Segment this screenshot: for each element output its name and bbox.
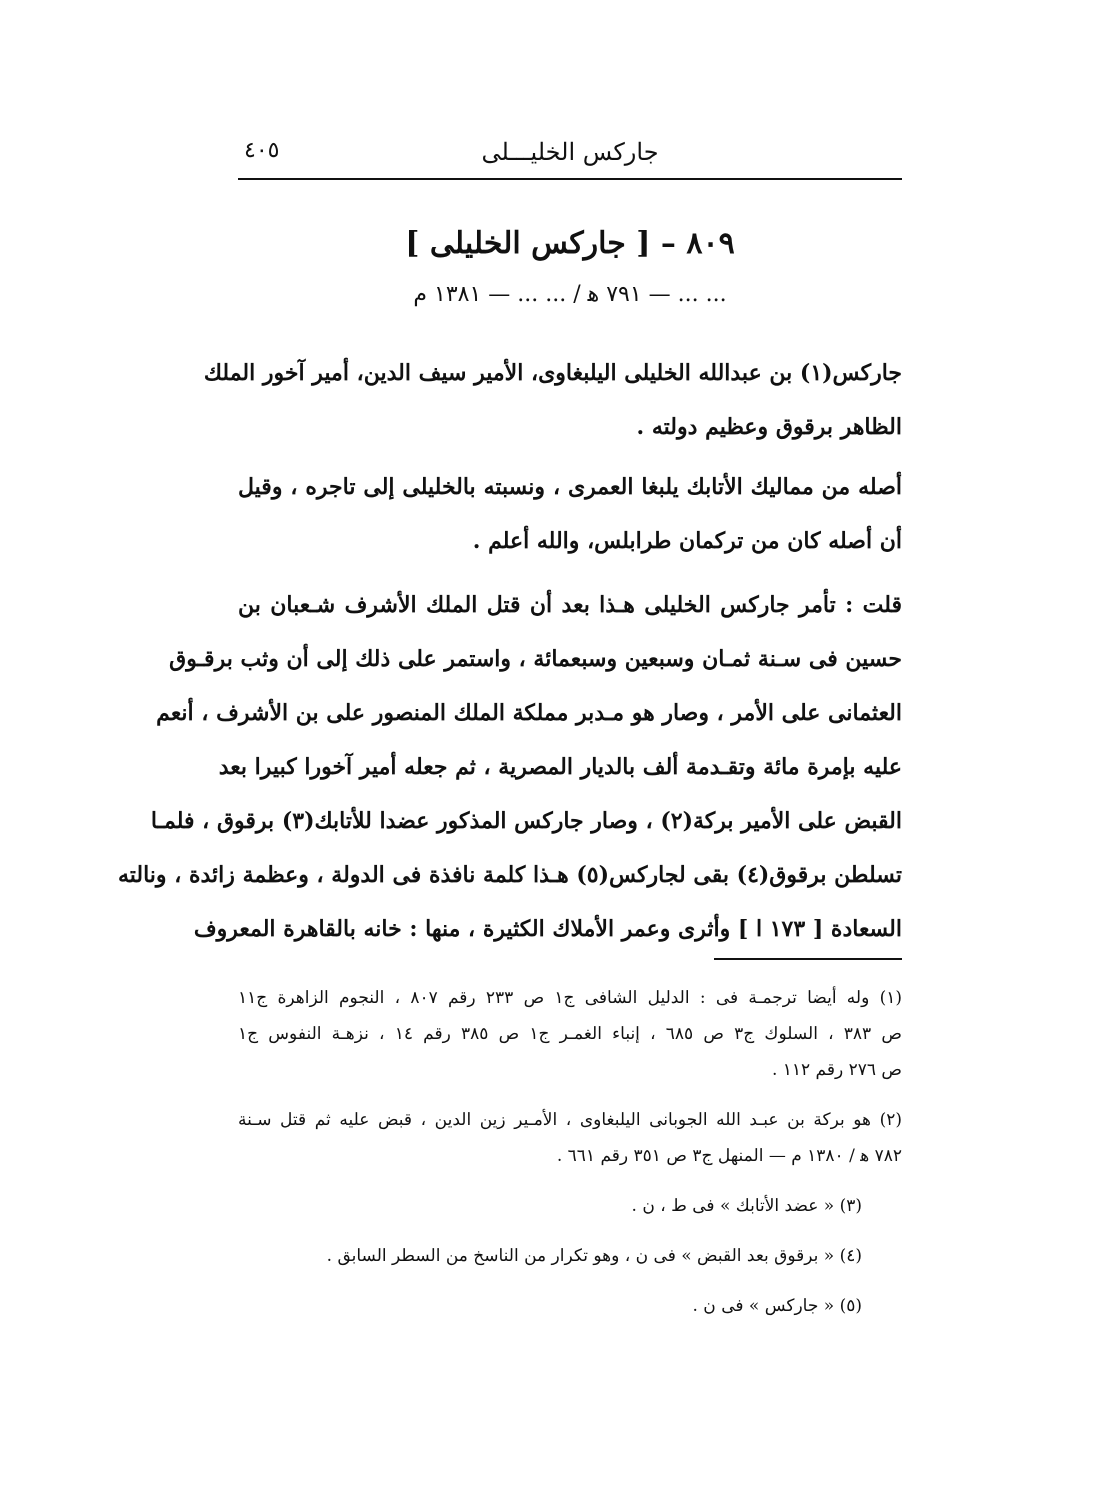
footnote-1 [238, 980, 902, 1088]
footnotes [238, 980, 902, 1324]
text-line: الظاهر برقوق وعظيم دولته . [636, 414, 902, 440]
page-header [238, 132, 902, 180]
entry-title: ٨٠٩ – [ جاركس الخليلى ] [405, 226, 735, 261]
footnote-line: (٤) « برقوق بعد القبض » فى ن ، وهو تكرار من الناسخ من السطر السابق . [326, 1246, 862, 1266]
footnote-line: ص ٢٧٦ رقم ١١٢ . [771, 1060, 902, 1080]
page-number: ٤٠٥ [244, 138, 280, 163]
text-line: قلت : تأمر جاركس الخليلى هـذا بعد أن قتل الملك الأشرف شـعبان بن [238, 592, 902, 618]
paragraph-3 [117, 578, 902, 956]
text-line: أن أصله كان من تركمان طرابلس، والله أعلم . [472, 528, 902, 554]
footnote-line: (١) وله أيضا ترجمـة فى : الدليل الشافى ج١ ص ٢٣٣ رقم ٨٠٧ ، النجوم الزاهرة ج١١ [238, 988, 902, 1008]
footnote-4 [238, 1238, 902, 1274]
footnote-line: (٥) « جاركس » فى ن . [692, 1296, 862, 1316]
text-line: عليه بإمرة مائة وتقـدمة ألف بالديار المصرية ، ثم جعله أمير آخورا كبيرا بعد [218, 754, 902, 780]
paragraph-2 [238, 460, 902, 568]
text-line: جاركس(١) بن عبدالله الخليلى اليلبغاوى، الأمير سيف الدين، أمير آخور الملك [203, 360, 902, 386]
text-line: تسلطن برقوق(٤) بقى لجاركس(٥) هـذا كلمة نافذة فى الدولة ، وعظمة زائدة ، ونالته [117, 862, 902, 888]
footnote-line: (٣) « عضد الأتابك » فى ط ، ن . [631, 1196, 862, 1216]
footnote-line: (٢) هو بركة بن عبـد الله الجوبانى اليلبغاوى ، الأمـير زين الدين ، قبض عليه ثم قتل سـنة [238, 1110, 902, 1130]
footnote-2 [238, 1102, 902, 1174]
text-line: السعادة [ ١٧٣ ا ] وأثرى وعمر الأملاك الكثيرة ، منها : خانه بالقاهرة المعروف [193, 916, 902, 942]
text-line: أصله من مماليك الأتابك يلبغا العمرى ، ونسبته بالخليلى إلى تاجره ، وقيل [238, 474, 902, 500]
footnote-line: ٧٨٢ ﻫ / ١٣٨٠ م — المنهل ج٣ ص ٣٥١ رقم ٦٦١ . [556, 1146, 902, 1166]
footnote-divider [714, 958, 902, 960]
footnote-5 [238, 1288, 902, 1324]
text-line: العثمانى على الأمر ، وصار هو مـدبر مملكة الملك المنصور على بن الأشرف ، أنعم [156, 700, 902, 726]
text-line: القبض على الأمير بركة(٢) ، وصار جاركس المذكور عضدا للأتابك(٣) برقوق ، فلمـا [150, 808, 902, 834]
entry-dates: ... ... — ٧٩١ ﻫ / ... ... — ١٣٨١ م [413, 282, 727, 307]
text-line: حسين فى سـنة ثمـان وسبعين وسبعمائة ، واستمر على ذلك إلى أن وثب برقـوق [169, 646, 902, 672]
footnote-line: ص ٣٨٣ ، السلوك ج٣ ص ٦٨٥ ، إنباء الغمـر ج١ ص ٣٨٥ رقم ١٤ ، نزهـة النفوس ج١ [238, 1024, 902, 1044]
running-title: جاركس الخليـــلى [481, 138, 659, 166]
footnote-3 [238, 1188, 902, 1224]
paragraph-1 [203, 346, 902, 454]
